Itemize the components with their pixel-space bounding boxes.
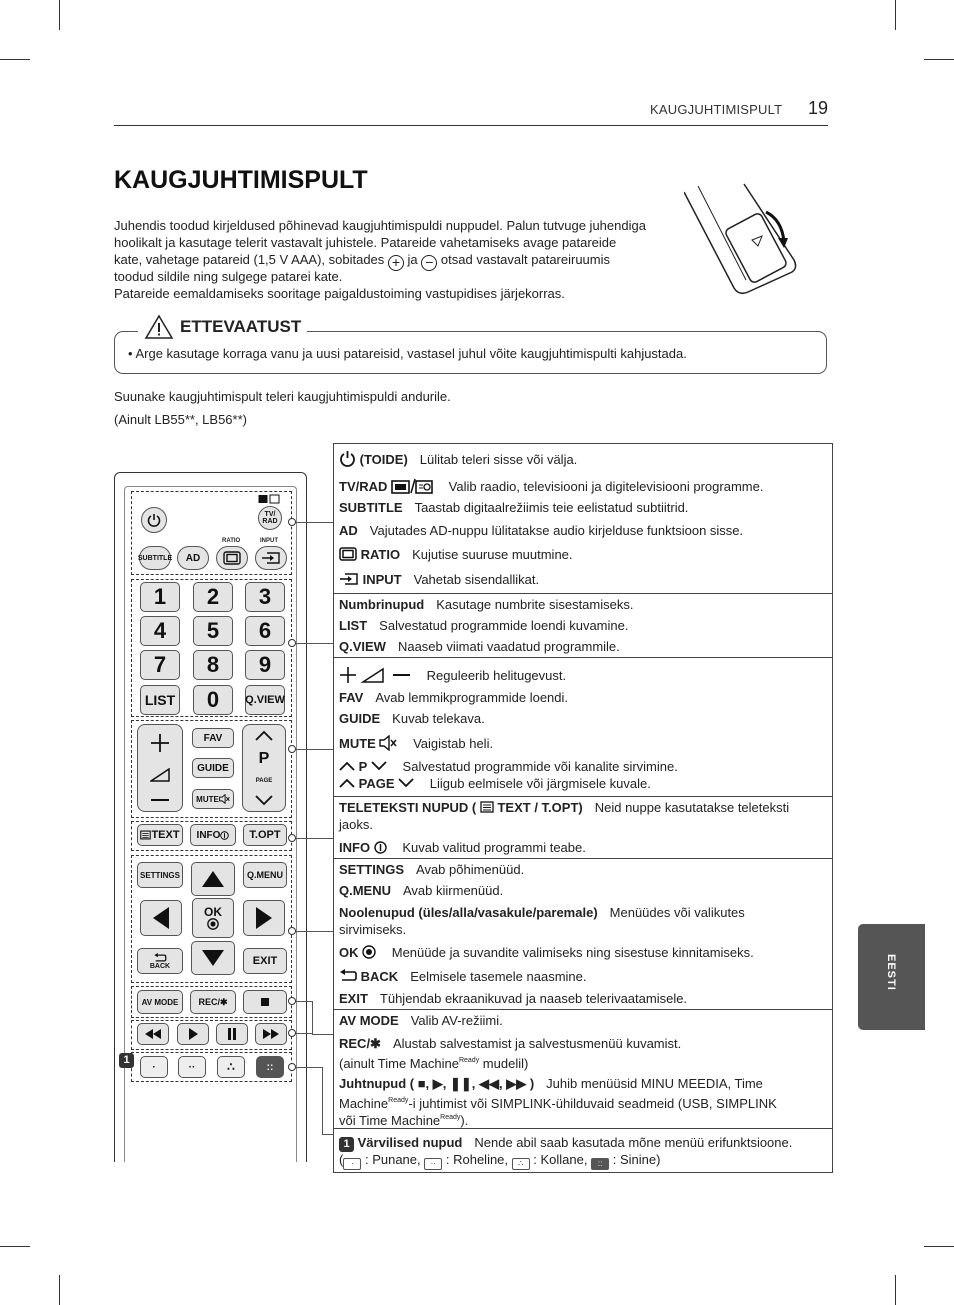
fav-button[interactable]: FAV: [192, 728, 234, 748]
row-label: Noolenupud (üles/alla/vasakule/paremale): [339, 905, 598, 920]
chevron-up-icon: [255, 731, 273, 741]
digit-9-button[interactable]: 9: [245, 650, 285, 680]
digit-1-button[interactable]: 1: [140, 582, 180, 612]
power-button[interactable]: [141, 507, 167, 533]
rec-button[interactable]: REC/✱: [190, 990, 236, 1014]
table-section: [334, 859, 832, 1010]
table-row: [339, 990, 827, 1007]
row-label: LIST: [339, 618, 368, 633]
row-label: AD: [339, 523, 358, 538]
table-row: [339, 571, 827, 588]
table-row: [339, 596, 827, 613]
row-desc: Machine: [339, 1096, 389, 1111]
table-row: [339, 522, 827, 539]
ratio-label: RATIO: [222, 538, 241, 544]
warning-body: Arge kasutage korraga vanu ja uusi patareisid, vastasel juhul võite kaugjuhtimispulti kahjustada.: [135, 346, 687, 361]
red-swatch: ·: [343, 1158, 361, 1170]
info-button[interactable]: [190, 824, 236, 846]
row-desc: : Sinine): [612, 1152, 661, 1167]
row-desc: Liigub eelmisele või järgmisele kuvale.: [429, 776, 651, 791]
row-label: FAV: [339, 690, 364, 705]
arrow-up-icon: [201, 870, 225, 888]
fast-forward-button[interactable]: [255, 1023, 287, 1045]
warning-text: [128, 346, 687, 361]
intro-line: Patareide eemaldamiseks sooritage paigaldustoiming vastupidises järjekorras.: [114, 286, 565, 301]
crop-mark: [0, 1246, 30, 1247]
connector-line: [312, 1001, 313, 1034]
row-desc: Reguleerib helitugevust.: [426, 668, 567, 683]
marker-badge: 1: [339, 1137, 354, 1152]
crop-mark: [924, 1246, 954, 1247]
intro-line: hoolikalt ja kasutage telerit vastavalt juhistele. Patareide vahetamiseks avage patareide: [114, 235, 617, 250]
table-section: [334, 594, 832, 658]
row-label: INFO: [339, 840, 371, 855]
row-label: REC/✱: [339, 1036, 381, 1051]
input-icon: [261, 551, 281, 565]
chevron-down-icon: [371, 761, 387, 771]
row-label: Juhtnupud ( ■, ▶, ❚❚, ◀◀, ▶▶ ): [339, 1076, 535, 1091]
warning-title: ETTEVAATUST: [180, 317, 302, 336]
digit-3-button[interactable]: 3: [245, 582, 285, 612]
table-section: [334, 1129, 832, 1172]
warning-triangle-icon: [144, 314, 174, 340]
row-desc: Menüüde ja suvandite valimiseks ning sisestuse kinnitamiseks.: [391, 945, 754, 960]
rewind-button[interactable]: [137, 1023, 169, 1045]
program-rocker[interactable]: [242, 724, 286, 812]
info-label: INFO: [196, 829, 221, 841]
row-desc: Avab kiirmenüüd.: [403, 883, 504, 898]
green-button[interactable]: ··: [178, 1056, 206, 1078]
connector-dot: [288, 745, 296, 753]
superscript: Ready: [440, 1114, 461, 1121]
row-desc: Vahetab sisendallikat.: [413, 572, 540, 587]
note: (Ainult LB55**, LB56**): [114, 412, 247, 427]
connector-line: [292, 522, 333, 523]
row-desc: ).: [460, 1113, 469, 1128]
connector-dot: [288, 639, 296, 647]
crop-mark: [895, 1275, 896, 1305]
row-desc: Taastab digitaalrežiimis teie eelistatud subtiitrid.: [414, 500, 689, 515]
arrow-down-icon: [201, 949, 225, 967]
table-section: [334, 658, 832, 797]
tv-radio-icon: [258, 494, 280, 504]
table-row: [339, 882, 827, 899]
chevron-up-icon: [339, 761, 355, 771]
plus-icon: +: [388, 255, 404, 271]
table-row: [339, 689, 827, 706]
back-label: BACK: [149, 962, 171, 970]
play-icon: [188, 1028, 198, 1040]
guide-button[interactable]: GUIDE: [192, 758, 234, 778]
row-desc: Valib raadio, televisiooni ja digitelevisiooni programme.: [448, 479, 764, 494]
connector-line: [293, 749, 333, 750]
table-row: [339, 499, 827, 516]
right-button[interactable]: [243, 900, 285, 936]
language-tab-label: EESTI: [885, 954, 897, 991]
table-row: [339, 546, 827, 563]
connector-line: [292, 643, 333, 644]
row-label: AV MODE: [339, 1013, 399, 1028]
row-desc: -i juhtimist või SIMPLINK-ühilduvaid seadmeid (USB, SIMPLINK: [408, 1096, 777, 1111]
row-desc: Naaseb viimati vaadatud programmile.: [397, 639, 620, 654]
up-button[interactable]: [191, 862, 235, 896]
text-button[interactable]: [137, 824, 183, 846]
row-desc: Vajutades AD-nuppu lülitatakse audio kirjelduse funktsioon sisse.: [369, 523, 744, 538]
play-button[interactable]: [177, 1023, 209, 1045]
row-label: Q.MENU: [339, 883, 391, 898]
left-button[interactable]: [140, 900, 182, 936]
crop-mark: [895, 0, 896, 30]
stop-icon: [260, 997, 270, 1007]
connector-line: [292, 1067, 322, 1068]
row-desc: Salvestatud programmide loendi kuvamine.: [379, 618, 629, 633]
header-section: KAUGJUHTIMISPULT: [650, 102, 783, 117]
volume-icons: [339, 666, 411, 684]
table-row: [339, 1134, 827, 1152]
yellow-button[interactable]: ∴: [217, 1056, 245, 1078]
row-label: SETTINGS: [339, 862, 405, 877]
pause-icon: [227, 1028, 237, 1040]
input-button[interactable]: [255, 546, 287, 570]
minus-icon: −: [421, 255, 437, 271]
row-label: GUIDE: [339, 711, 381, 726]
superscript: Ready: [388, 1097, 409, 1104]
back-button[interactable]: [137, 948, 183, 974]
mute-button[interactable]: [192, 789, 234, 809]
table-row: [339, 839, 827, 856]
row-desc: Eelmisele tasemele naasmine.: [410, 969, 587, 984]
ad-button[interactable]: AD: [177, 546, 209, 570]
row-label: EXIT: [339, 991, 368, 1006]
row-label: (TOIDE): [359, 452, 408, 467]
crop-mark: [0, 59, 30, 60]
row-desc: : Kollane,: [533, 1152, 588, 1167]
row-desc: Valib AV-režiimi.: [410, 1013, 503, 1028]
connector-dot: [288, 1063, 296, 1071]
bullet: •: [128, 346, 133, 361]
fast-forward-icon: [263, 1029, 279, 1039]
table-row: [339, 1035, 827, 1052]
tv-radio-icon: [391, 478, 433, 494]
row-desc: Alustab salvestamist ja salvestusmenüü kuvamist.: [392, 1036, 682, 1051]
row-label: TELETEKSTI NUPUD (: [339, 800, 477, 815]
row-desc: (: [339, 1152, 344, 1167]
row-label: BACK: [360, 969, 399, 984]
button-description-table: [333, 443, 833, 1173]
row-desc: Kuvab telekava.: [392, 711, 485, 726]
table-row: [339, 904, 827, 921]
row-desc: Nende abil saab kasutada mõne menüü erifunktsioone.: [474, 1135, 793, 1150]
ok-button[interactable]: [192, 898, 234, 938]
avmode-button[interactable]: AV MODE: [137, 990, 183, 1014]
qview-button[interactable]: Q.VIEW: [245, 685, 285, 715]
intro-line: toodud sildile ning sulgege patarei kate.: [114, 269, 343, 284]
down-button[interactable]: [191, 941, 235, 975]
connector-line: [322, 1067, 323, 1134]
connector-dot: [288, 997, 296, 1005]
digit-2-button[interactable]: 2: [193, 582, 233, 612]
row-desc: (ainult Time Machine: [339, 1056, 459, 1071]
ratio-button[interactable]: [216, 546, 248, 570]
intro-text: kate, vahetage patareid (1,5 V AAA), sobitades: [114, 252, 385, 267]
table-row: jaoks.: [339, 817, 373, 832]
list-button[interactable]: LIST: [140, 685, 180, 715]
info-icon: [220, 831, 229, 840]
row-label: Värvilised nupud: [357, 1135, 463, 1150]
ok-icon: [362, 945, 376, 959]
row-label: P: [358, 759, 368, 774]
table-row: [339, 944, 827, 961]
text-icon: [140, 830, 151, 840]
topt-button[interactable]: T.OPT: [243, 824, 287, 846]
qmenu-button[interactable]: Q.MENU: [243, 862, 287, 888]
header-rule: [114, 125, 828, 126]
marker-badge: 1: [119, 1053, 134, 1068]
digit-4-button[interactable]: 4: [140, 616, 180, 646]
row-desc: Avab põhimenüüd.: [416, 862, 525, 877]
table-row: [339, 478, 827, 495]
language-tab: [858, 924, 925, 1030]
row-desc: või Time Machine: [339, 1113, 441, 1128]
arrow-right-icon: [255, 906, 273, 930]
row-desc: Kujutise suuruse muutmine.: [412, 547, 573, 562]
table-row: [339, 758, 827, 775]
page-title: KAUGJUHTIMISPULT: [114, 166, 368, 194]
tvrad-button[interactable]: TV/ RAD: [258, 506, 282, 530]
row-label: MUTE: [339, 736, 376, 751]
power-icon: [147, 513, 161, 527]
row-label: RATIO: [360, 547, 401, 562]
row-desc: Tühjendab ekraanikuvad ja naaseb telerivaatamisele.: [379, 991, 688, 1006]
table-section: [334, 1010, 832, 1129]
table-row: [339, 1012, 827, 1029]
crop-mark: [924, 59, 954, 60]
row-label: Numbrinupud: [339, 597, 425, 612]
connector-dot: [288, 927, 296, 935]
row-label: Q.VIEW: [339, 639, 386, 654]
row-desc: Neid nuppe kasutatakse teleteksti: [594, 800, 790, 815]
intro-text: otsad vastavalt patareiruumis: [440, 252, 611, 267]
table-row: [339, 638, 827, 655]
exit-button[interactable]: EXIT: [243, 948, 287, 974]
row-desc: Salvestatud programmide või kanalite sirvimine.: [402, 759, 678, 774]
input-icon: [339, 572, 359, 586]
rewind-icon: [145, 1029, 161, 1039]
row-desc: mudelil): [479, 1056, 529, 1071]
text-label: TEXT: [151, 829, 180, 841]
row-desc: : Roheline,: [445, 1152, 509, 1167]
table-row: [339, 666, 827, 684]
table-row: [339, 735, 827, 752]
green-swatch: ··: [424, 1158, 442, 1170]
back-icon: [152, 953, 168, 963]
table-row: [339, 710, 827, 727]
table-row: [339, 450, 827, 468]
connector-line: [292, 838, 333, 839]
ratio-icon: [223, 551, 241, 565]
battery-cover-illustration: [684, 180, 804, 300]
row-desc: Avab lemmikprogrammide loendi.: [375, 690, 569, 705]
connector-line: [292, 931, 333, 932]
row-label: TEXT / T.OPT): [497, 800, 583, 815]
digit-6-button[interactable]: 6: [245, 616, 285, 646]
volume-down-icon: [150, 797, 170, 803]
superscript: Ready: [458, 1057, 480, 1064]
table-row: [339, 861, 827, 878]
row-label: TV/RAD: [339, 479, 388, 494]
chevron-down-icon: [398, 778, 414, 788]
power-icon: [339, 450, 356, 467]
digit-8-button[interactable]: 8: [193, 650, 233, 680]
table-row: [339, 775, 827, 792]
row-desc: Kuvab valitud programmi teabe.: [402, 840, 586, 855]
yellow-swatch: ∴: [512, 1158, 530, 1170]
blue-swatch: ::: [591, 1158, 609, 1170]
info-icon: [374, 841, 387, 854]
table-row: [339, 1052, 827, 1072]
crop-mark: [59, 1275, 60, 1305]
stop-button[interactable]: [243, 990, 287, 1014]
table-section: [334, 797, 832, 859]
table-row: [339, 617, 827, 634]
row-desc: Vaigistab heli.: [413, 736, 494, 751]
page-number: 19: [808, 98, 829, 118]
warning-heading: [138, 313, 307, 341]
subtitle-button[interactable]: SUBTITLE: [139, 546, 171, 570]
volume-rocker[interactable]: [137, 724, 183, 812]
text-icon: [480, 801, 494, 813]
digit-5-button[interactable]: 5: [193, 616, 233, 646]
chevron-up-icon: [339, 778, 355, 788]
table-row: [339, 1151, 827, 1170]
connector-dot: [288, 834, 296, 842]
arrow-left-icon: [152, 906, 170, 930]
table-row: [339, 1075, 827, 1092]
connector-line: [322, 1134, 333, 1135]
mute-icon: [379, 735, 397, 751]
settings-button[interactable]: SETTINGS: [137, 862, 183, 888]
row-desc: Kasutage numbrite sisestamiseks.: [436, 597, 634, 612]
ok-label: OK: [204, 905, 222, 919]
row-label: INPUT: [362, 572, 402, 587]
row-desc: Lülitab teleri sisse või välja.: [419, 452, 578, 467]
row-desc: Juhib menüüsid MINU MEEDIA, Time: [546, 1076, 763, 1091]
crop-mark: [59, 0, 60, 30]
row-label: PAGE: [358, 776, 395, 791]
row-label: SUBTITLE: [339, 500, 403, 515]
ratio-icon: [339, 547, 357, 561]
back-icon: [339, 969, 357, 983]
intro-line: Juhendis toodud kirjeldused põhinevad kaugjuhtimispuldi nuppudel. Palun tutvuge juhendiga: [114, 218, 646, 233]
connector-dot: [288, 518, 296, 526]
red-button[interactable]: ·: [140, 1056, 168, 1078]
program-label: P: [258, 750, 270, 768]
chevron-down-icon: [255, 795, 273, 805]
row-desc: : Punane,: [364, 1152, 421, 1167]
digit-0-button[interactable]: 0: [193, 685, 233, 715]
mute-label: MUTE: [196, 794, 219, 804]
page-label: PAGE: [255, 777, 273, 784]
ok-icon: [207, 918, 219, 930]
table-section: [334, 444, 832, 594]
intro-text: ja: [407, 252, 418, 267]
mute-icon: [219, 794, 230, 804]
row-desc: Menüüdes või valikutes: [609, 905, 745, 920]
table-row: [339, 1109, 827, 1129]
volume-up-icon: [150, 733, 170, 753]
note: Suunake kaugjuhtimispult teleri kaugjuhtimispuldi andurile.: [114, 389, 451, 404]
connector-line: [312, 1034, 333, 1035]
table-row: [339, 968, 827, 985]
input-label: INPUT: [260, 538, 278, 544]
table-row: sirvimiseks.: [339, 922, 407, 937]
volume-icon: [150, 768, 170, 782]
row-label: OK: [339, 945, 359, 960]
digit-7-button[interactable]: 7: [140, 650, 180, 680]
pause-button[interactable]: [216, 1023, 248, 1045]
table-row: [339, 799, 827, 816]
connector-dot: [288, 1029, 296, 1037]
blue-button[interactable]: ::: [256, 1056, 284, 1078]
